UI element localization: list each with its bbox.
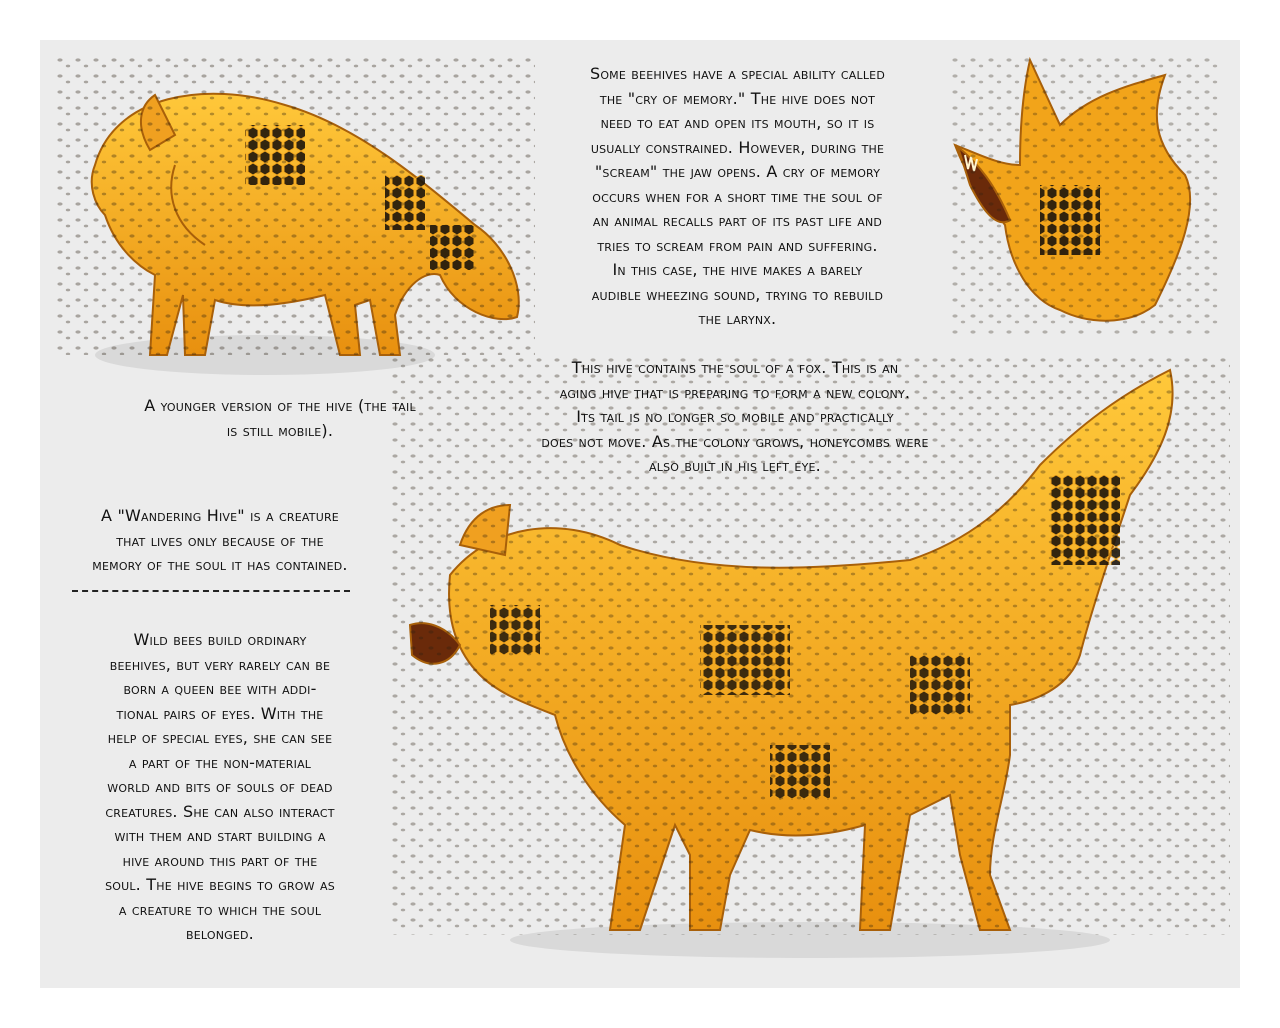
text-line: Some beehives have a special ability called <box>589 64 886 83</box>
text-line: help of special eyes, she can see <box>107 728 333 747</box>
text-line: soul. The hive begins to grow as <box>105 875 335 894</box>
text-line: Its tail is no longer so mobile and practically <box>576 407 894 426</box>
text-line: is still mobile). <box>226 420 334 440</box>
wandering-hive-definition <box>45 504 395 578</box>
text-line: A "Wandering Hive" is a creature <box>101 506 339 525</box>
text-line: This hive contains the soul of a fox. This is an <box>571 358 899 377</box>
text-line: the larynx. <box>698 309 777 328</box>
text-line: with them and start building a <box>114 826 326 845</box>
text-line: also built in his left eye. <box>649 456 821 475</box>
text-line: a creature to which the soul <box>118 899 322 919</box>
text-line: audible wheezing sound, trying to rebuild <box>591 284 884 304</box>
text-line: aging hive that is preparing to form a new colony. <box>559 382 911 402</box>
text-line: world and bits of souls of dead <box>107 777 333 796</box>
text-line: memory of the soul it has contained. <box>92 555 348 574</box>
text-line: "scream" the jaw opens. A cry of memory <box>594 162 881 181</box>
aging-hive-text <box>500 356 970 479</box>
text-line: that lives only because of the <box>116 530 324 550</box>
cry-of-memory-text <box>535 62 940 332</box>
wild-bees-text <box>60 628 380 947</box>
screaming-hive-fox-head-illustration <box>950 55 1220 335</box>
text-line: In this case, the hive makes a barely <box>612 260 863 279</box>
text-line: creatures. She can also interact <box>105 801 335 821</box>
text-line: born a queen bee with addi- <box>123 679 317 698</box>
text-line: occurs when for a short time the soul of <box>592 186 883 206</box>
text-line: A younger version of the hive (the tail <box>144 396 416 415</box>
text-line: Wild bees build ordinary <box>133 630 307 649</box>
text-line: the "cry of memory." The hive does not <box>599 88 876 108</box>
dashed-divider <box>72 590 350 592</box>
young-hive-fox-illustration <box>55 55 535 385</box>
text-line: tional pairs of eyes. With the <box>116 703 324 723</box>
text-line: usually constrained. However, during the <box>590 137 885 157</box>
young-hive-caption <box>95 394 465 443</box>
text-line: beehives, but very rarely can be <box>109 654 331 674</box>
text-line: does not move. As the colony grows, honeycombs were <box>541 431 929 451</box>
text-line: hive around this part of the <box>122 850 318 870</box>
text-line: tries to scream from pain and suffering. <box>597 235 878 255</box>
text-line: a part of the non-material <box>128 752 312 772</box>
text-line: an animal recalls part of its past life and <box>592 211 883 230</box>
text-line: belonged. <box>186 924 254 943</box>
text-line: need to eat and open its mouth, so it is <box>600 113 875 132</box>
